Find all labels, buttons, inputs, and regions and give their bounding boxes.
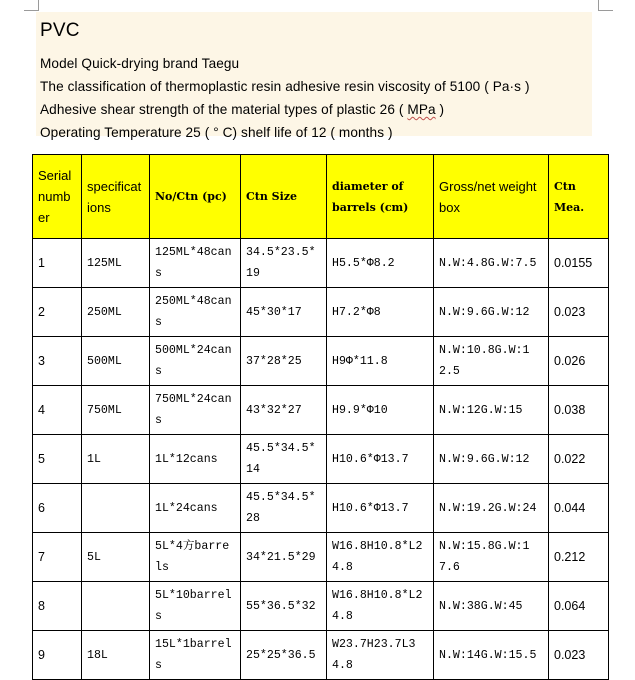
cell-weight: N.W:9.6G.W:12 [434, 288, 549, 337]
cell-no-ctn: 250ML*48cans [150, 288, 241, 337]
mpa-unit: MPa [407, 102, 436, 117]
table-row [33, 386, 609, 435]
cell-diameter: H7.2*Φ8 [327, 288, 434, 337]
cell-spec: 1L [82, 435, 150, 484]
cell-serial: 7 [33, 533, 82, 582]
table-row [33, 582, 609, 631]
column-header-weight: Gross/net weight box [434, 155, 549, 239]
cell-weight: N.W:10.8G.W:12.5 [434, 337, 549, 386]
table-row [33, 239, 609, 288]
column-header-diameter: diameter of barrels (cm) [327, 155, 434, 239]
cell-mea: 0.064 [549, 582, 609, 631]
cell-no-ctn: 1L*24cans [150, 484, 241, 533]
cell-serial: 6 [33, 484, 82, 533]
cell-weight: N.W:12G.W:15 [434, 386, 549, 435]
cell-mea: 0.023 [549, 631, 609, 680]
cell-spec [82, 484, 150, 533]
cell-spec: 500ML [82, 337, 150, 386]
cell-mea: 0.022 [549, 435, 609, 484]
cell-ctn-size: 25*25*36.5 [241, 631, 327, 680]
cell-mea: 0.0155 [549, 239, 609, 288]
table-row [33, 288, 609, 337]
cell-diameter: W23.7H23.7L34.8 [327, 631, 434, 680]
cell-serial: 8 [33, 582, 82, 631]
spec-table [32, 154, 609, 680]
cell-serial: 4 [33, 386, 82, 435]
cell-mea: 0.212 [549, 533, 609, 582]
shear-strength-text: Adhesive shear strength of the material types of plastic 26 ( MPa ) [40, 102, 445, 117]
cell-mea: 0.026 [549, 337, 609, 386]
cell-diameter: H10.6*Φ13.7 [327, 435, 434, 484]
cell-diameter: W16.8H10.8*L24.8 [327, 582, 434, 631]
cell-serial: 5 [33, 435, 82, 484]
cell-spec: 5L [82, 533, 150, 582]
cell-ctn-size: 34*21.5*29 [241, 533, 327, 582]
cell-diameter: W16.8H10.8*L24.8 [327, 533, 434, 582]
page-corner-mark-right [598, 0, 613, 11]
cell-weight: N.W:38G.W:45 [434, 582, 549, 631]
cell-weight: N.W:9.6G.W:12 [434, 435, 549, 484]
table-row [33, 631, 609, 680]
cell-weight: N.W:14G.W:15.5 [434, 631, 549, 680]
cell-serial: 2 [33, 288, 82, 337]
cell-mea: 0.044 [549, 484, 609, 533]
header-line-shear-strength [40, 102, 444, 117]
cell-ctn-size: 45*30*17 [241, 288, 327, 337]
table-row [33, 533, 609, 582]
column-header-specifications: specifications [82, 155, 150, 239]
column-header-ctn-size: Ctn Size [241, 155, 327, 239]
cell-no-ctn: 750ML*24cans [150, 386, 241, 435]
cell-serial: 9 [33, 631, 82, 680]
table-row [33, 484, 609, 533]
cell-mea: 0.038 [549, 386, 609, 435]
header-line-viscosity: The classification of thermoplastic resin adhesive resin viscosity of 5100 ( Pa·s ) [40, 79, 530, 94]
table-body [33, 239, 609, 680]
header-line-temperature: Operating Temperature 25 ( ° C) shelf life of 12 ( months ) [40, 125, 393, 140]
cell-spec [82, 582, 150, 631]
cell-weight: N.W:4.8G.W:7.5 [434, 239, 549, 288]
product-title: PVC [40, 20, 80, 41]
table-row [33, 337, 609, 386]
product-header [36, 12, 592, 140]
cell-ctn-size: 34.5*23.5*19 [241, 239, 327, 288]
cell-no-ctn: 15L*1barrels [150, 631, 241, 680]
cell-no-ctn: 1L*12cans [150, 435, 241, 484]
column-header-serial: Serial number [33, 155, 82, 239]
cell-ctn-size: 45.5*34.5*28 [241, 484, 327, 533]
header-line-model: Model Quick-drying brand Taegu [40, 56, 240, 71]
table-row [33, 435, 609, 484]
cell-diameter: H9.9*Φ10 [327, 386, 434, 435]
cell-ctn-size: 55*36.5*32 [241, 582, 327, 631]
cell-ctn-size: 45.5*34.5*14 [241, 435, 327, 484]
cell-mea: 0.023 [549, 288, 609, 337]
cell-no-ctn: 125ML*48cans [150, 239, 241, 288]
cell-spec: 250ML [82, 288, 150, 337]
cell-spec: 750ML [82, 386, 150, 435]
table-header-row [33, 155, 609, 239]
cell-ctn-size: 37*28*25 [241, 337, 327, 386]
cell-weight: N.W:15.8G.W:17.6 [434, 533, 549, 582]
cell-diameter: H5.5*Φ8.2 [327, 239, 434, 288]
cell-serial: 1 [33, 239, 82, 288]
cell-weight: N.W:19.2G.W:24 [434, 484, 549, 533]
page-corner-mark-left [24, 0, 39, 11]
cell-ctn-size: 43*32*27 [241, 386, 327, 435]
column-header-ctn-mea: Ctn Mea. [549, 155, 609, 239]
cell-no-ctn: 5L*4方barrels [150, 533, 241, 582]
cell-spec: 125ML [82, 239, 150, 288]
cell-serial: 3 [33, 337, 82, 386]
cell-diameter: H10.6*Φ13.7 [327, 484, 434, 533]
cell-spec: 18L [82, 631, 150, 680]
column-header-no-ctn: No/Ctn (pc) [150, 155, 241, 239]
cell-no-ctn: 5L*10barrels [150, 582, 241, 631]
cell-diameter: H9Φ*11.8 [327, 337, 434, 386]
cell-no-ctn: 500ML*24cans [150, 337, 241, 386]
